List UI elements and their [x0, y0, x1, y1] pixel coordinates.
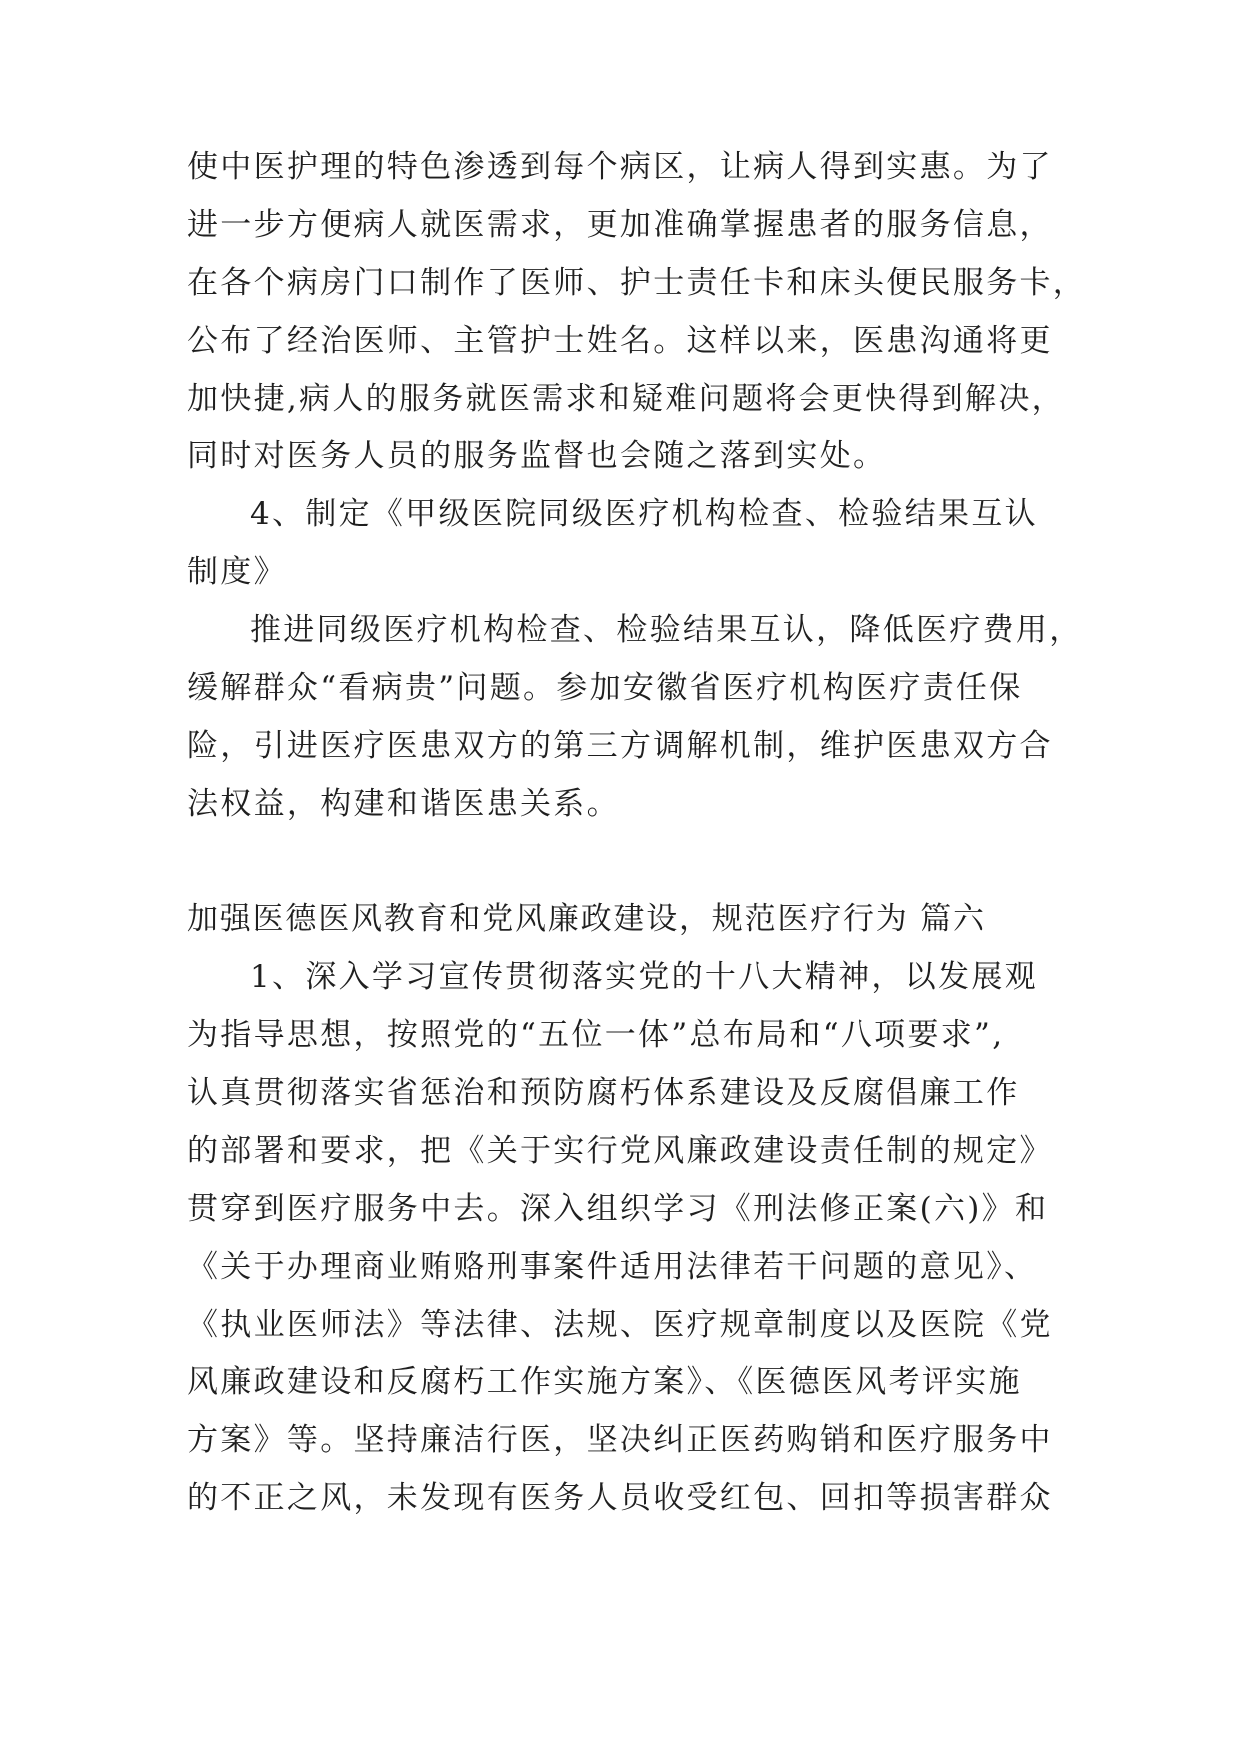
text-line: 为指导思想，按照党的“五位一体”总布局和“八项要求”,: [187, 1017, 1005, 1053]
text-line: 的不正之风，未发现有医务人员收受红包、回扣等损害群众: [187, 1480, 1053, 1516]
text-line: 制度》: [187, 554, 287, 590]
text-line: 《执业医师法》等法律、法规、医疗规章制度以及医院《党: [187, 1307, 1053, 1343]
text-line: 《关于办理商业贿赂刑事案件适用法律若干问题的意见》、: [187, 1249, 1038, 1285]
text-line: 的部署和要求，把《关于实行党风廉政建设责任制的规定》: [187, 1133, 1053, 1169]
text-line: 缓解群众“看病贵”问题。参加安徽省医疗机构医疗责任保: [187, 670, 1023, 706]
text-line: 方案》等。坚持廉洁行医，坚决纠正医药购销和医疗服务中: [187, 1422, 1053, 1458]
section-item-heading: 4、制定《甲级医院同级医疗机构检查、检验结果互认: [250, 496, 1038, 532]
text-line: 贯穿到医疗服务中去。深入组织学习《刑法修正案(六)》和: [187, 1191, 1049, 1227]
text-line: 同时对医务人员的服务监督也会随之落到实处。: [187, 438, 887, 474]
text-line: 加快捷,病人的服务就医需求和疑难问题将会更快得到解决，: [187, 381, 1065, 417]
text-line: 1、深入学习宣传贯彻落实党的十八大精神，以发展观: [250, 959, 1038, 995]
text-line: 推进同级医疗机构检查、检验结果互认，降低医疗费用，: [250, 612, 1083, 648]
text-line: 进一步方便病人就医需求，更加准确掌握患者的服务信息，: [187, 207, 1053, 243]
section-title: 加强医德医风教育和党风廉政建设，规范医疗行为 篇六: [187, 901, 986, 937]
text-line: 在各个病房门口制作了医师、护士责任卡和床头便民服务卡，: [187, 265, 1087, 301]
text-line: 认真贯彻落实省惩治和预防腐朽体系建设及反腐倡廉工作: [187, 1075, 1020, 1111]
text-line: 公布了经治医师、主管护士姓名。这样以来，医患沟通将更: [187, 323, 1053, 359]
text-line: 险，引进医疗医患双方的第三方调解机制，维护医患双方合: [187, 728, 1053, 764]
text-line: 使中医护理的特色渗透到每个病区，让病人得到实惠。为了: [187, 149, 1053, 185]
text-line: 法权益，构建和谐医患关系。: [187, 786, 620, 822]
text-line: 风廉政建设和反腐朽工作实施方案》、《医德医风考评实施: [187, 1364, 1022, 1400]
